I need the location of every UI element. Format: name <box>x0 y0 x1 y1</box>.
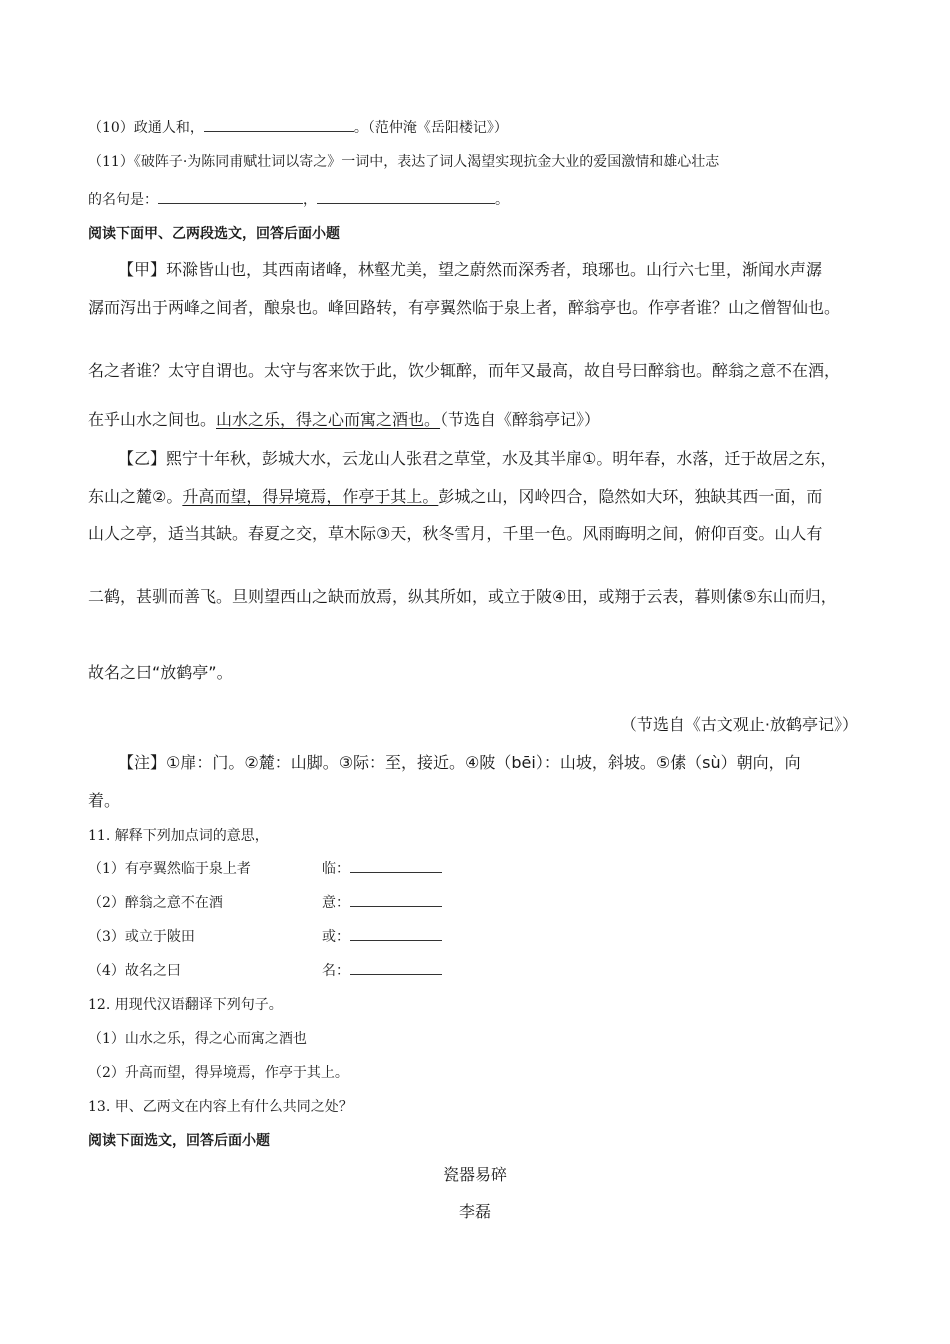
jia-source: （节选自《醉翁亭记》） <box>440 410 601 429</box>
question-10-line <box>88 117 508 137</box>
q11-item-3-answer <box>322 926 442 946</box>
passage-yi-line5: 故名之曰“放鹤亭”。 <box>88 663 233 682</box>
q11-item-1 <box>88 858 251 878</box>
question-11-poem-line2 <box>88 189 509 209</box>
q11-item-4-answer <box>322 960 442 980</box>
passage-jia-line4 <box>88 407 600 430</box>
passage-yi-line3: 山人之亭，适当其缺。春夏之交，草木际③天，秋冬雪月，千里一色。风雨晦明之间，俯仰百变。山人有 <box>88 524 823 543</box>
passage-yi-line1: 【乙】熙宁十年秋，彭城大水，云龙山人张君之草堂，水及其半扉①。明年春，水落，迁于故居之东， <box>118 449 837 468</box>
q11-item-4-text: （4）故名之曰 <box>88 963 181 979</box>
q10-prefix: （10）政通人和， <box>88 120 204 136</box>
q11-item-4 <box>88 960 181 980</box>
q10-suffix: 。（范仲淹《岳阳楼记》） <box>353 120 508 136</box>
note-line1: 【注】①扉：门。②麓：山脚。③际：至，接近。④陂（bēi）：山坡，斜坡。⑤傃（sù）朝向，向 <box>118 753 801 772</box>
passage-yi-line2 <box>88 484 822 507</box>
q11-item-2-label: 意： <box>322 895 350 911</box>
q11-item-1-answer <box>322 858 442 878</box>
q11-comma: ， <box>303 192 317 208</box>
q11-prefix: 的名句是： <box>88 192 158 208</box>
question-11-poem-line1: （11）《破阵子·为陈同甫赋壮词以寄之》一词中，表达了词人渴望实现抗金大业的爱国激情和雄心壮志 <box>88 154 720 170</box>
q11-item-2-answer <box>322 892 442 912</box>
q11-item-3-label: 或： <box>322 929 350 945</box>
q11-item-1-label: 临： <box>322 861 350 877</box>
q11-item-3-blank[interactable] <box>350 926 442 941</box>
passage-yi-line4: 二鹤，甚驯而善飞。旦则望西山之缺而放焉，纵其所如，或立于陂④田，或翔于云表，暮则傃⑤东山而归， <box>88 587 837 606</box>
q10-answer-blank[interactable] <box>204 117 354 132</box>
question-12-sentence-2: （2）升高而望，得异境焉，作亭于其上。 <box>88 1065 349 1081</box>
section-1-heading: 阅读下面甲、乙两段选文，回答后面小题 <box>88 226 340 242</box>
question-11-title: 11. 解释下列加点词的意思， <box>88 828 269 844</box>
question-12-title: 12. 用现代汉语翻译下列句子。 <box>88 997 283 1013</box>
q11-item-3-text: （3）或立于陂田 <box>88 929 195 945</box>
question-12-sentence-1: （1）山水之乐，得之心而寓之酒也 <box>88 1031 307 1047</box>
q11-answer-blank-2[interactable] <box>317 189 495 204</box>
article-title: 瓷器易碎 <box>442 1165 507 1184</box>
q11-end: 。 <box>495 192 509 208</box>
q11-item-2-text: （2）醉翁之意不在酒 <box>88 895 223 911</box>
article-author: 李磊 <box>458 1202 491 1221</box>
q11-item-2-blank[interactable] <box>350 892 442 907</box>
passage-jia-line1: 【甲】环滁皆山也，其西南诸峰，林壑尤美，望之蔚然而深秀者，琅琊也。山行六七里，渐闻水声潺 <box>118 260 823 279</box>
section-2-heading: 阅读下面选文，回答后面小题 <box>88 1133 270 1149</box>
note-line2: 着。 <box>88 791 121 810</box>
q11-item-3 <box>88 926 195 946</box>
question-13-title: 13. 甲、乙两文在内容上有什么共同之处？ <box>88 1099 353 1115</box>
yi-line2-prefix: 东山之麓②。 <box>88 487 183 506</box>
q11-item-1-blank[interactable] <box>350 858 442 873</box>
yi-underlined-sentence: 升高而望，得异境焉，作亭于其上。 <box>182 487 439 506</box>
yi-line2-suffix: 彭城之山，冈岭四合，隐然如大环，独缺其西一面，而 <box>438 487 823 506</box>
jia-line4-prefix: 在乎山水之间也。 <box>88 410 217 429</box>
q11-answer-blank-1[interactable] <box>158 189 303 204</box>
q11-item-1-text: （1）有亭翼然临于泉上者 <box>88 861 251 877</box>
q11-item-4-blank[interactable] <box>350 960 442 975</box>
passage-jia-line2: 潺而泻出于两峰之间者，酿泉也。峰回路转，有亭翼然临于泉上者，醉翁亭也。作亭者谁？山之僧智仙也。 <box>88 298 841 317</box>
q11-item-4-label: 名： <box>322 963 350 979</box>
passage-yi-source: （节选自《古文观止·放鹤亭记》） <box>620 715 858 734</box>
jia-underlined-sentence: 山水之乐，得之心而寓之酒也。 <box>216 410 441 429</box>
q11-item-2 <box>88 892 223 912</box>
passage-jia-line3: 名之者谁？太守自谓也。太守与客来饮于此，饮少辄醉，而年又最高，故自号曰醉翁也。醉翁之意不在酒， <box>88 361 841 380</box>
